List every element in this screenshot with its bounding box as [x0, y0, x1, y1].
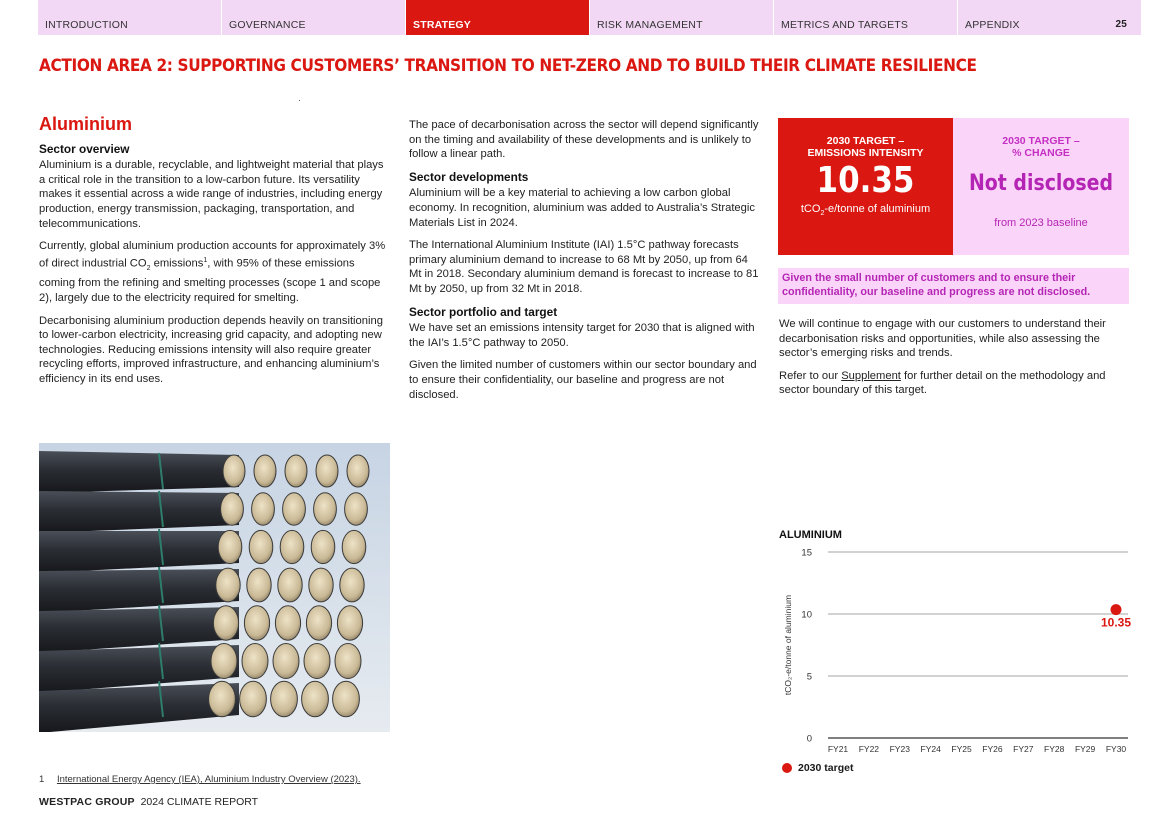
data-point [1111, 604, 1122, 615]
legend-label: 2030 target [798, 762, 854, 774]
heading-sector-developments: Sector developments [409, 169, 529, 184]
x-tick-label: FY25 [951, 744, 972, 754]
target-value: Not disclosed [968, 171, 1114, 196]
column-1 [39, 114, 391, 394]
paragraph: Decarbonising aluminium production depends heavily on transitioning to lower-carbon electricity, increasing grid capacity, and adopting new technologies. Reducing emissions intensity will also require greater recycling efforts, improved infrastructure, and enhancing aluminium’s efficiency in its end uses. [39, 314, 383, 385]
tab-introduction[interactable]: INTRODUCTION [38, 0, 221, 35]
aluminium-chart [776, 540, 1136, 760]
footer-report: 2024 CLIMATE REPORT [140, 796, 259, 808]
y-tick-label: 10 [801, 609, 812, 621]
page-headline: ACTION AREA 2: SUPPORTING CUSTOMERS’ TRANSITION TO NET-ZERO AND TO BUILD THEIR CLIMATE RESILIENCE [39, 56, 977, 75]
x-tick-label: FY30 [1105, 744, 1127, 754]
page-footer [39, 796, 258, 808]
y-tick-label: 0 [806, 733, 812, 745]
heading-sector-overview: Sector overview [39, 141, 130, 156]
paragraph: Given the limited number of customers within our sector boundary and to ensure their confidentiality, our baseline and progress are not disclosed. [409, 359, 757, 401]
legend-marker-icon [782, 763, 792, 773]
aluminium-logs-photo [39, 443, 390, 732]
paragraph: Refer to our Supplement for further detail on the methodology and sector boundary of this target. [779, 369, 1106, 397]
footnote-link[interactable]: International Energy Agency (IEA), Aluminium Industry Overview (2023). [56, 774, 361, 785]
heading-sector-portfolio: Sector portfolio and target [409, 304, 558, 319]
x-tick-label: FY28 [1044, 744, 1065, 754]
x-tick-label: FY26 [982, 744, 1003, 754]
footnote-ref[interactable]: 1 [203, 256, 208, 264]
paragraph: We have set an emissions intensity target for 2030 that is aligned with the IAI’s 1.5°C pathway to 2050. [409, 322, 755, 349]
x-tick-label: FY27 [1013, 744, 1034, 754]
tab-appendix[interactable] [958, 0, 1141, 35]
x-tick-label: FY23 [889, 744, 910, 754]
tab-appendix-label: APPENDIX [965, 19, 1020, 31]
footnote [39, 774, 361, 785]
column-2 [409, 118, 759, 410]
y-tick-label: 15 [801, 547, 812, 559]
paragraph: The International Aluminium Institute (IAI) 1.5°C pathway forecasts primary aluminium demand to increase to 68 Mt by 2050, up from 64 Mt in 2018. Secondary aluminium demand is forecast to increase to 81 Mt by 2050, up from 32 Mt in 2018. [409, 239, 759, 295]
x-tick-label: FY22 [858, 744, 880, 754]
confidentiality-note: Given the small number of customers and to ensure their confidentiality, our baseline and progress are not disclosed. [778, 268, 1129, 304]
footer-brand: WESTPAC GROUP [39, 796, 135, 808]
card-label: 2030 TARGET – % CHANGE [1002, 135, 1080, 159]
card-label: 2030 TARGET – EMISSIONS INTENSITY [807, 135, 924, 159]
tab-metrics-and-targets[interactable]: METRICS AND TARGETS [774, 0, 957, 35]
stray-dot [299, 100, 300, 101]
tab-strategy[interactable]: STRATEGY [406, 0, 589, 35]
footnote-number: 1 [39, 774, 45, 785]
x-tick-label: FY21 [827, 744, 849, 754]
paragraph: Currently, global aluminium production accounts for approximately 3% of direct industrial $CO_2$ emissions$^1$, with 95% of these emissions coming from the refining and smelting processes (scope 1 and scope 2), largely due to the electricity required for smelting. [39, 240, 386, 304]
target-baseline-note: from 2023 baseline [994, 217, 1088, 229]
tab-governance[interactable]: GOVERNANCE [222, 0, 405, 35]
column-3 [779, 317, 1131, 406]
paragraph: Aluminium is a durable, recyclable, and lightweight material that plays a critical role in the transition to a low-carbon future. Its versatility makes it essential across a wide range of industries, including energy production, energy transmission, packaging, transportation, and telecommunications. [39, 159, 384, 230]
paragraph: Aluminium will be a key material to achieving a low carbon global economy. In recognition, aluminium was added to Australia’s Strategic Materials List in 2024. [409, 187, 755, 229]
supplement-link[interactable]: Supplement [841, 369, 901, 382]
data-label: 10.35 [1100, 615, 1132, 630]
y-axis-label: tCO₂-e/tonne of aluminium [783, 594, 793, 696]
top-nav [38, 0, 1141, 35]
x-tick-label: FY29 [1074, 744, 1096, 754]
tab-risk-management[interactable]: RISK MANAGEMENT [590, 0, 773, 35]
paragraph: We will continue to engage with our customers to understand their decarbonisation risks and opportunities, while also assessing the sector’s emerging risks and trends. [779, 318, 1106, 360]
target-unit: tCO$_2$-e/tonne of aluminium [800, 203, 931, 218]
y-tick-label: 5 [806, 671, 812, 683]
section-title: Aluminium [39, 114, 132, 134]
x-tick-label: FY24 [920, 744, 941, 754]
target-value: 10.35 [816, 160, 915, 201]
paragraph: The pace of decarbonisation across the sector will depend significantly on the timing and availability of these developments and is unlikely to follow a linear path. [409, 119, 759, 161]
target-emissions-intensity-card [778, 118, 953, 255]
chart-title: ALUMINIUM [779, 529, 842, 541]
target-percent-change-card [953, 118, 1129, 255]
chart-legend [782, 762, 853, 774]
page-number: 25 [1115, 19, 1127, 30]
